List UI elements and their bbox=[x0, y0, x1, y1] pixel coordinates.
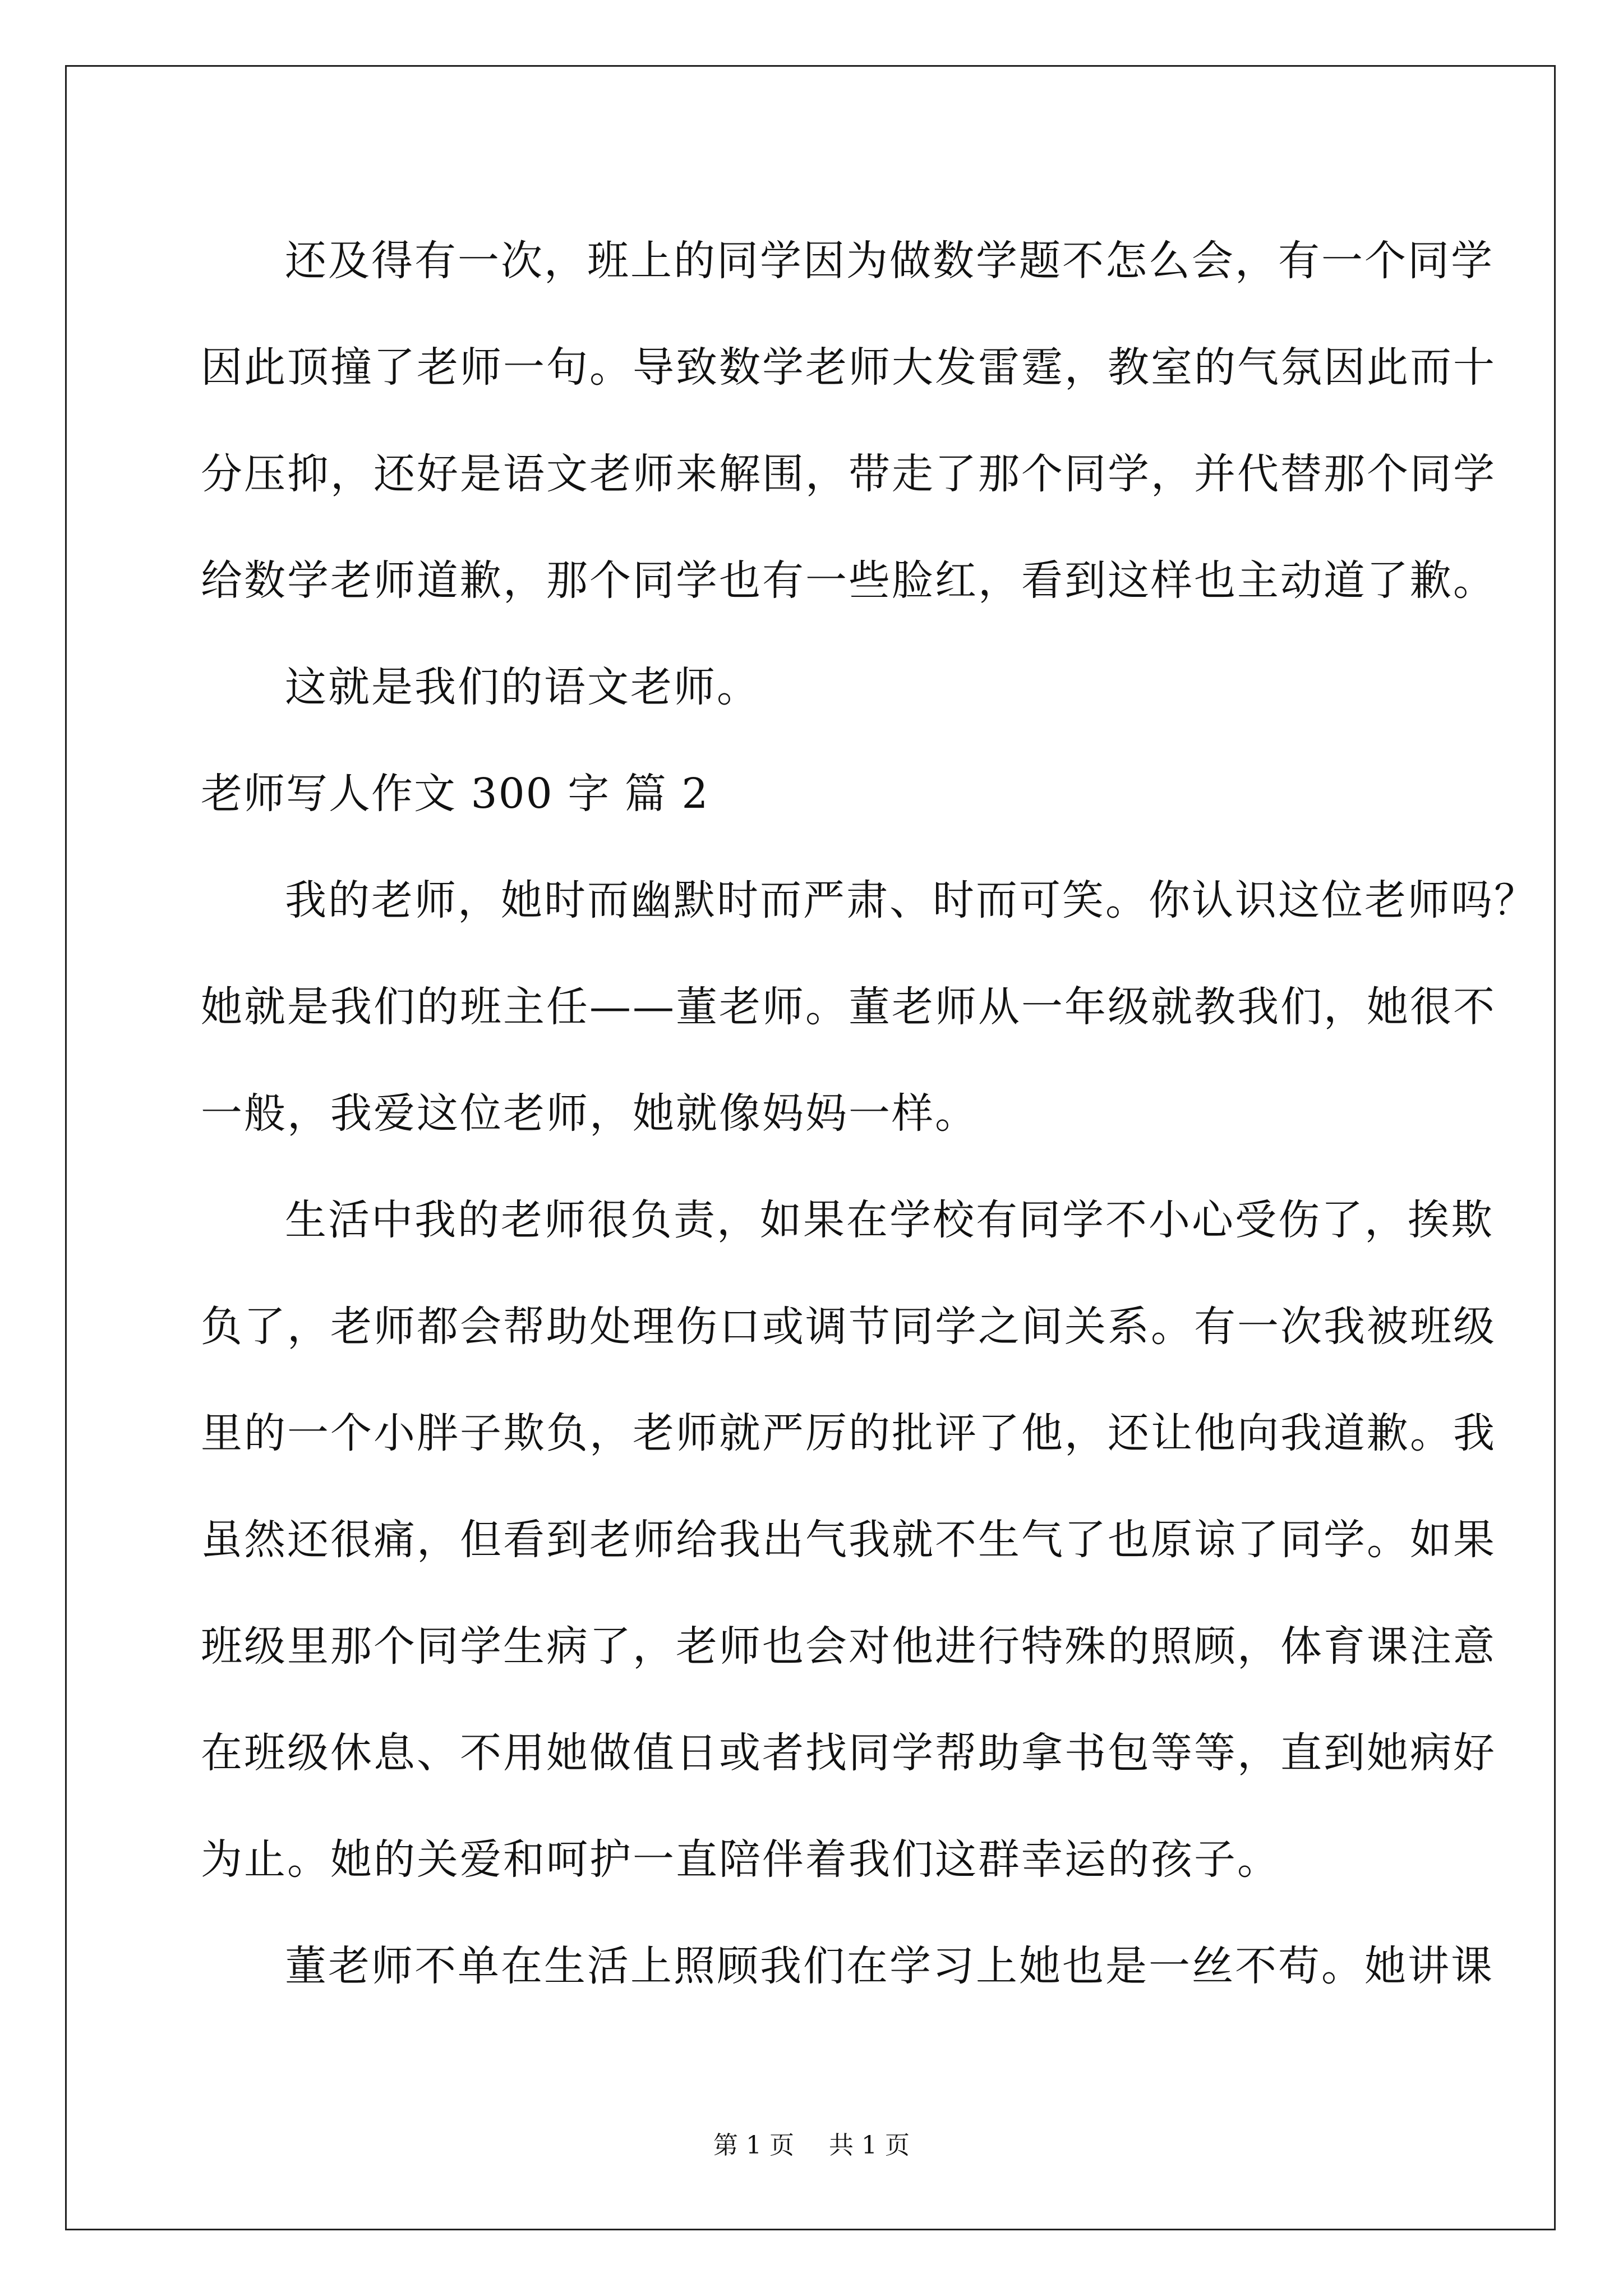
text-line: 还及得有一次，班上的同学因为做数学题不怎么会，有一个同学 bbox=[285, 237, 1494, 285]
text-line: 负了，老师都会帮助处理伤口或调节同学之间关系。有一次我被班级 bbox=[201, 1303, 1496, 1351]
section-heading: 老师写人作文 300 字 篇 2 bbox=[201, 770, 709, 818]
text-line: 分压抑，还好是语文老师来解围，带走了那个同学，并代替那个同学 bbox=[201, 450, 1496, 498]
page-footer bbox=[0, 2129, 1623, 2162]
text-line: 给数学老师道歉，那个同学也有一些脸红，看到这样也主动道了歉。 bbox=[201, 556, 1496, 605]
text-line: 一般，我爱这位老师，她就像妈妈一样。 bbox=[201, 1089, 978, 1138]
text-line: 这就是我们的语文老师。 bbox=[285, 663, 760, 711]
text-line: 虽然还很痛，但看到老师给我出气我就不生气了也原谅了同学。如果 bbox=[201, 1516, 1496, 1564]
page-number: 第 1 页 bbox=[713, 2131, 794, 2160]
page-total: 共 1 页 bbox=[829, 2131, 910, 2160]
text-line: 里的一个小胖子欺负，老师就严厉的批评了他，还让他向我道歉。我 bbox=[201, 1409, 1496, 1457]
text-line: 在班级休息、不用她做值日或者找同学帮助拿书包等等，直到她病好 bbox=[201, 1729, 1496, 1777]
text-line: 我的老师，她时而幽默时而严肃、时而可笑。你认识这位老师吗？ bbox=[285, 876, 1537, 924]
text-line: 为止。她的关爱和呵护一直陪伴着我们这群幸运的孩子。 bbox=[201, 1835, 1280, 1884]
text-line: 班级里那个同学生病了，老师也会对他进行特殊的照顾，体育课注意 bbox=[201, 1622, 1496, 1671]
text-line: 她就是我们的班主任——董老师。董老师从一年级就教我们，她很不 bbox=[201, 983, 1496, 1031]
document-body bbox=[201, 208, 1537, 2019]
text-line: 因此顶撞了老师一句。导致数学老师大发雷霆，教室的气氛因此而十 bbox=[201, 343, 1496, 392]
text-line: 董老师不单在生活上照顾我们在学习上她也是一丝不苟。她讲课 bbox=[285, 1942, 1494, 1990]
text-line: 生活中我的老师很负责，如果在学校有同学不小心受伤了，挨欺 bbox=[285, 1196, 1494, 1244]
